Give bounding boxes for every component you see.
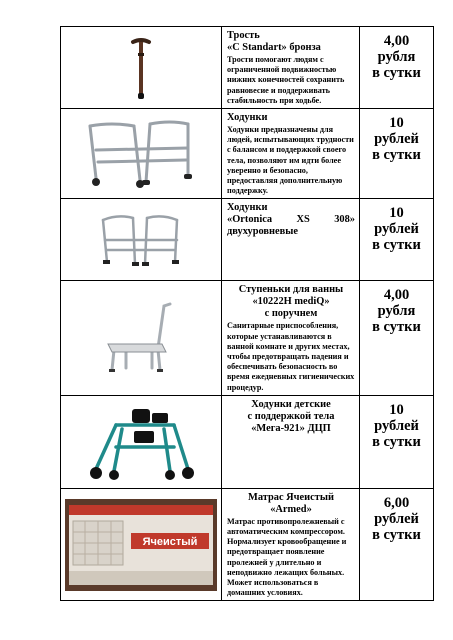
table-row xyxy=(61,395,434,488)
product-description-cell xyxy=(222,488,360,601)
cane-image xyxy=(111,33,171,103)
price-period: в сутки xyxy=(372,65,421,81)
price-currency: рублей xyxy=(374,131,419,148)
product-title: Трость «C Standart» бронза xyxy=(227,30,321,53)
price-cell xyxy=(360,27,434,109)
bath-step-image xyxy=(96,298,186,378)
product-image-cell xyxy=(61,27,222,109)
price-amount: 4,00 xyxy=(383,33,410,49)
price-cell xyxy=(360,488,434,601)
price-currency: рублей xyxy=(374,510,419,527)
two-level-walker-image xyxy=(91,210,191,270)
price-cell xyxy=(360,199,434,281)
table-row xyxy=(61,488,434,601)
product-image-cell xyxy=(61,199,222,281)
price-period: в сутки xyxy=(372,433,421,450)
table-row xyxy=(61,27,434,109)
rental-price-table xyxy=(60,26,434,601)
walker-image xyxy=(76,116,206,192)
product-description-cell xyxy=(222,395,360,488)
product-title: Ходунки xyxy=(227,112,268,124)
price-amount: 6,00 xyxy=(383,494,410,511)
product-description-cell xyxy=(222,27,360,109)
product-description: Матрас противопролежневый с автоматическим компрессором. Нормализует кровообращение и предотвращает появление пролежней у длительно и неподвижно лежащих больных. Может использоваться в домашних условиях. xyxy=(227,516,347,598)
price-currency: рубля xyxy=(377,49,416,65)
price-amount: 10 xyxy=(389,401,404,418)
mattress-box-image xyxy=(65,499,217,591)
product-title: Ходунки детские с поддержкой тела «Мега-921» ДЦП xyxy=(247,398,335,434)
table-row xyxy=(61,281,434,395)
product-description-cell xyxy=(222,281,360,395)
table-row xyxy=(61,109,434,199)
price-cell xyxy=(360,395,434,488)
price-amount: 10 xyxy=(389,205,404,222)
product-image-cell xyxy=(61,109,222,199)
product-title: Матрас Ячеистый «Armed» xyxy=(248,491,334,515)
product-title: Ходунки «Ortonica XS 308» двухуровневые xyxy=(227,202,355,238)
price-currency: рубля xyxy=(377,303,416,320)
product-description: Ходунки предназначены для людей, испытывающих трудности с балансом и поддержкой своего тела, позволяют им идти более уверенно и безопасно, предоставляя дополнительную поддержку. xyxy=(227,125,354,196)
product-image-cell xyxy=(61,488,222,601)
price-currency: рублей xyxy=(374,417,419,434)
product-description-cell xyxy=(222,109,360,199)
table-row xyxy=(61,199,434,281)
product-description: Санитарные приспособления, которые устанавливаются в ванной комнате и других местах, чтобы предотвращать падения и обеспечивать безопасность во время ежедневных гигиенических процедур. xyxy=(227,321,355,392)
price-period: в сутки xyxy=(372,237,421,254)
price-amount: 10 xyxy=(389,115,404,132)
product-title: Ступеньки для ванны «10222H mediQ» с поручнем xyxy=(238,284,344,320)
product-image-cell xyxy=(61,395,222,488)
price-amount: 4,00 xyxy=(383,287,410,304)
product-description: Трости помогают людям с ограниченной подвижностью нижних конечностей сохранить равновесие и поддерживать стабильность при ходьбе. xyxy=(227,55,345,105)
child-walker-image xyxy=(76,399,206,485)
product-image-cell xyxy=(61,281,222,395)
price-cell xyxy=(360,109,434,199)
price-period: в сутки xyxy=(372,147,421,164)
price-currency: рублей xyxy=(374,221,419,238)
mattress-box-label: Ячеистый xyxy=(142,535,198,548)
price-period: в сутки xyxy=(372,319,421,336)
price-cell xyxy=(360,281,434,395)
price-period: в сутки xyxy=(372,526,421,543)
product-description-cell xyxy=(222,199,360,281)
